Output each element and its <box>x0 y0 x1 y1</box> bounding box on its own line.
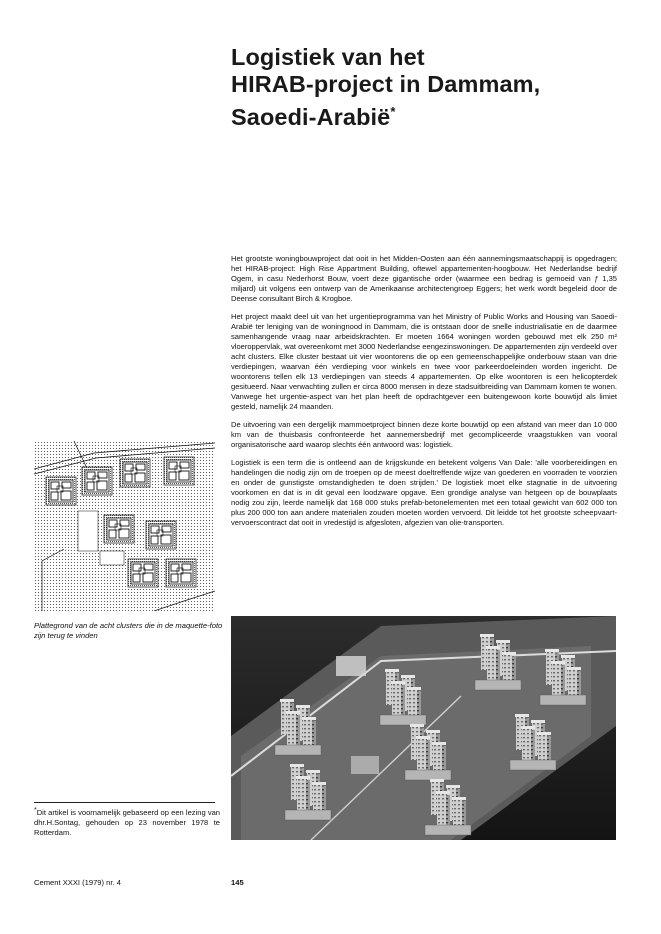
title-line-2: HIRAB-project in Dammam, <box>231 71 541 97</box>
paragraph-4: Logistiek is een term die is ontleend aan de krijgskunde en betekent volgens Van Dale: 'alle voorbereidingen en handelingen die nodig zijn om de troepen op de meest doeltreffende wijze van goederen en voorraden te voorzien en onder de gunstigste omstandigheden te doen strijden.' De logistiek moet elke stagnatie in de uitvoering voorkomen en dat is in dit geval een loodzware opgave. Een grondige analyse van hetgeen op de bouwplaats nodig zou zijn, leerde namelijk dat 168 000 stuks prefab-betonelementen met een totaal gewicht van 602 000 ton plus 200 000 ton aan andere materialen zouden moeten worden vervoerd. Dit leidde tot het grootste scheepvaart-vervoerscontract dat ooit in vredestijd is afgesloten, afgezien van olie-transporten. <box>231 458 617 527</box>
page-number: 145 <box>231 878 244 887</box>
plan-cluster-7 <box>128 559 158 587</box>
footnote-text: Dit artikel is voornamelijk gebaseerd op een lezing van dhr.H.Sontag, gehouden op 23 november 1978 te Rotterdam. <box>34 808 220 837</box>
plan-cluster-1 <box>46 477 76 505</box>
plan-cluster-5 <box>104 515 134 543</box>
paragraph-3: De uitvoering van een dergelijk mammoetproject binnen deze korte bouwtijd op een afstand van meer dan 10 000 km van de thuisbasis confronteerde het aannemersbedrijf met gecompliceerde vraagstukken van vooral organisatorische aard waarop slechts één antwoord was: logistiek. <box>231 420 617 449</box>
paragraph-2: Het project maakt deel uit van het urgentieprogramma van het Ministry of Public Works and Housing van Saoedi-Arabië ter leniging van de woningnood in Dammam, die is ontstaan door de snelle industrialisatie en de daarmee samenhangende vraag naar arbeidskrachten. Er moeten 1664 woningen worden gebouwd met elk 250 m² vloeroppervlak, wat overeenkomt met 3000 Nederlandse eengezinswoningen. De appartementen zijn verdeeld over acht clusters. Elke cluster bestaat uit vier woontorens die op een gemeenschappelijke onderbouw staan van drie verdiepingen, waarvan één verdieping voor winkels en twee voor parkeerdoeleinden worden ingericht. De woontorens tellen elk 13 verdiepingen van steeds 4 appartementen. Op elke woontoren is een helicopterdek gesitueerd. Naar verwachting zullen er circa 8000 mensen in deze stadsuitbreiding van Dammam komen te wonen. Vanwege het urgentie-aspect van het plan heeft de opdrachtgever een buitengewoon korte bouwtijd als limiet gesteld, namelijk 24 maanden. <box>231 312 617 411</box>
article-body <box>231 254 617 536</box>
footnote-rule <box>34 802 215 803</box>
cluster-site-plan <box>34 441 215 611</box>
title-footnote-mark: * <box>390 104 396 119</box>
title-line-3 <box>231 98 631 131</box>
paragraph-1: Het grootste woningbouwproject dat ooit in het Midden-Oosten aan één aannemingsmaatschappij is opgedragen; het HIRAB-project: High Rise Appartment Building, oftewel appartementen-hoogbouw. Het Nederlandse bedrijf Ogem, in casu Nederhorst Bouw, voert deze gigantische order (waarmee een bedrag is gemoeid van ƒ 1,35 miljard) uit volgens een ontwerp van de Amerikaanse architectengroep Eggers; het werk wordt begeleid door de Deense consultant Birch & Krogboe. <box>231 254 617 303</box>
plan-cluster-2 <box>82 467 112 495</box>
article-title <box>231 44 631 131</box>
footnote-mark: * <box>34 807 37 814</box>
plan-caption: Plattegrond van de acht clusters die in de maquette-foto zijn terug te vinden <box>34 621 223 640</box>
plan-cluster-6 <box>146 521 176 549</box>
title-line-3-text: Saoedi-Arabië <box>231 104 391 130</box>
footnote <box>34 806 220 838</box>
journal-reference: Cement XXXI (1979) nr. 4 <box>34 878 121 887</box>
model-photo <box>231 616 616 840</box>
plan-cluster-3 <box>120 459 150 487</box>
title-line-1: Logistiek van het <box>231 44 425 70</box>
plan-cluster-8 <box>166 559 196 587</box>
plan-cluster-4 <box>164 457 194 485</box>
